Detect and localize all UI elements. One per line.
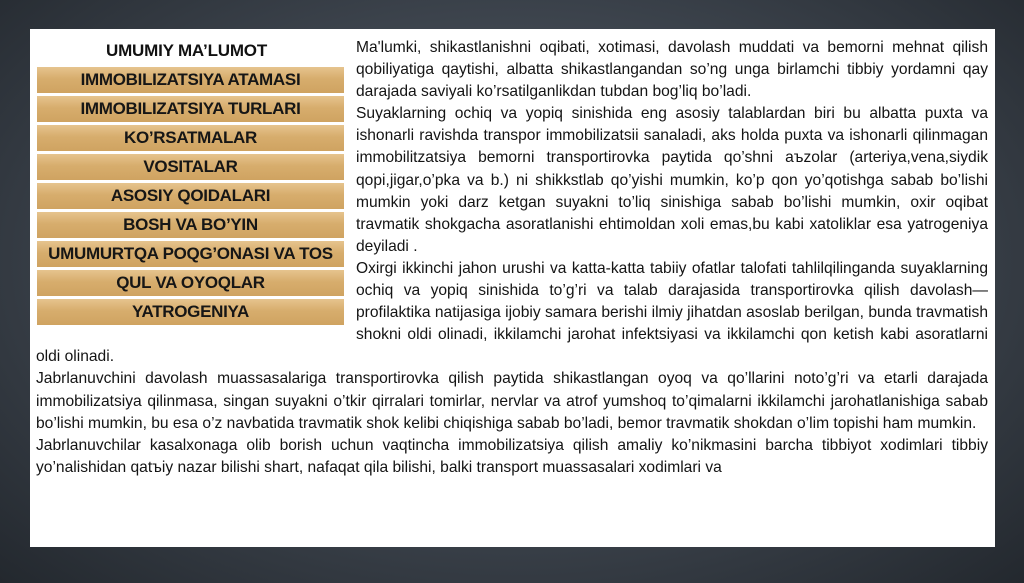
- menu-item-qul-va-oyoqlar[interactable]: QUL VA OYOQLAR: [37, 270, 344, 296]
- menu-item-immobilizatsiya-atamasi[interactable]: IMMOBILIZATSIYA ATAMASI: [37, 67, 344, 93]
- paragraph-5: Jabrlanuvchilar kasalxonaga olib borish uchun vaqtincha immobilizatsiya qilish amaliy ko’nikmasini barcha tibbiyot xodimlari tibbiy yo’nalishidan qatъiy nazar bilishi shart, nafaqat qila bilishi, balki transport muassasalari xodimlari va: [36, 436, 988, 476]
- menu-item-vositalar[interactable]: VOSITALAR: [37, 154, 344, 180]
- paragraph-4: Jabrlanuvchini davolash muassasalariga transportirovka qilish paytida shikastlangan oyoq va qo’llarini noto’g’ri va etarli darajada immobilizatsiya qilinmasa, singan suyakni o’tkir qirralari tomirlar, nervlar va atrof yumshoq to’qimalarni ikkilamchi jarohatlanishiga sabab bo’lishi mumkin, bu esa o’z navbatida travmatik shok kelibi chiqishiga sabab bo’ladi, bemor travmatik shokdan o’lim topishi ham mumkin.: [36, 370, 988, 432]
- menu-item-asosiy-qoidalari[interactable]: ASOSIY QOIDALARI: [37, 183, 344, 209]
- menu-item-umurtqa-pogonasi-va-tos[interactable]: UMUMURTQA POQG’ONASI VA TOS: [37, 241, 344, 267]
- menu-item-bosh-va-boyin[interactable]: BOSH VA BO’YIN: [37, 212, 344, 238]
- body-text: [36, 37, 988, 479]
- slide: [30, 29, 995, 547]
- menu-item-korsatmalar[interactable]: KO’RSATMALAR: [37, 125, 344, 151]
- menu-item-yatrogeniya[interactable]: YATROGENIYA: [37, 299, 344, 325]
- paragraph-2: Suyaklarning ochiq va yopiq sinishida eng asosiy talablardan biri bu albatta puxta va ishonarli ravishda transpor immobilizatsii sanaladi, aks holda puxta va ishonarli qilinmagan immobilitzatsiya bemorni transportirovka paytida qo’shni aъzolar (arteriya,vena,siydik qopi,jigar,o’pka va b.) ni shikkstlab qo’yishi mumkin, ko’p qon yo’qotishga sabab bo’lishi mumkin yoki darz ketgan suyakni to’liq sinishiga sabab bo’lishi mumkin, oxir oqibat travmatik shokgacha asoratlanishi ehtimoldan xoli emas,bu kabi xatoliklar esa yatrogeniya deyiladi .: [356, 105, 988, 255]
- menu-item-immobilizatsiya-turlari[interactable]: IMMOBILIZATSIYA TURLARI: [37, 96, 344, 122]
- menu-title: UMUMIY MA’LUMOT: [106, 41, 268, 60]
- menu-spacer: [36, 37, 356, 337]
- paragraph-1: Ma'lumki, shikastlanishni oqibati, xotimasi, davolash muddati va bemorni mehnat qilish qobiliyatiga qaytishi, albatta shikastlangandan so’ng unga birlamchi tibbiy yordamni qay darajada saviyali ko’rsatilganlikdan tubdan bog’liq bo’ladi.: [356, 39, 988, 101]
- paragraph-3: Oxirgi ikkinchi jahon urushi va katta-katta tabiiy ofatlar talofati tahlilqilinganda suyaklarning ochiq va yopiq sinishida to’g’ri va talab darajasida transportirovka qilish davolash—profilaktika natijasiga ijobiy samara berishi ilmiy jihatdan asoslab berilgan, bunda travmatish shokni oldi olinadi, ikkilamchi jarohat infektsiyasi va ikkilamchi qon ketish kabi asoratlarni oldi olinadi.: [36, 259, 988, 366]
